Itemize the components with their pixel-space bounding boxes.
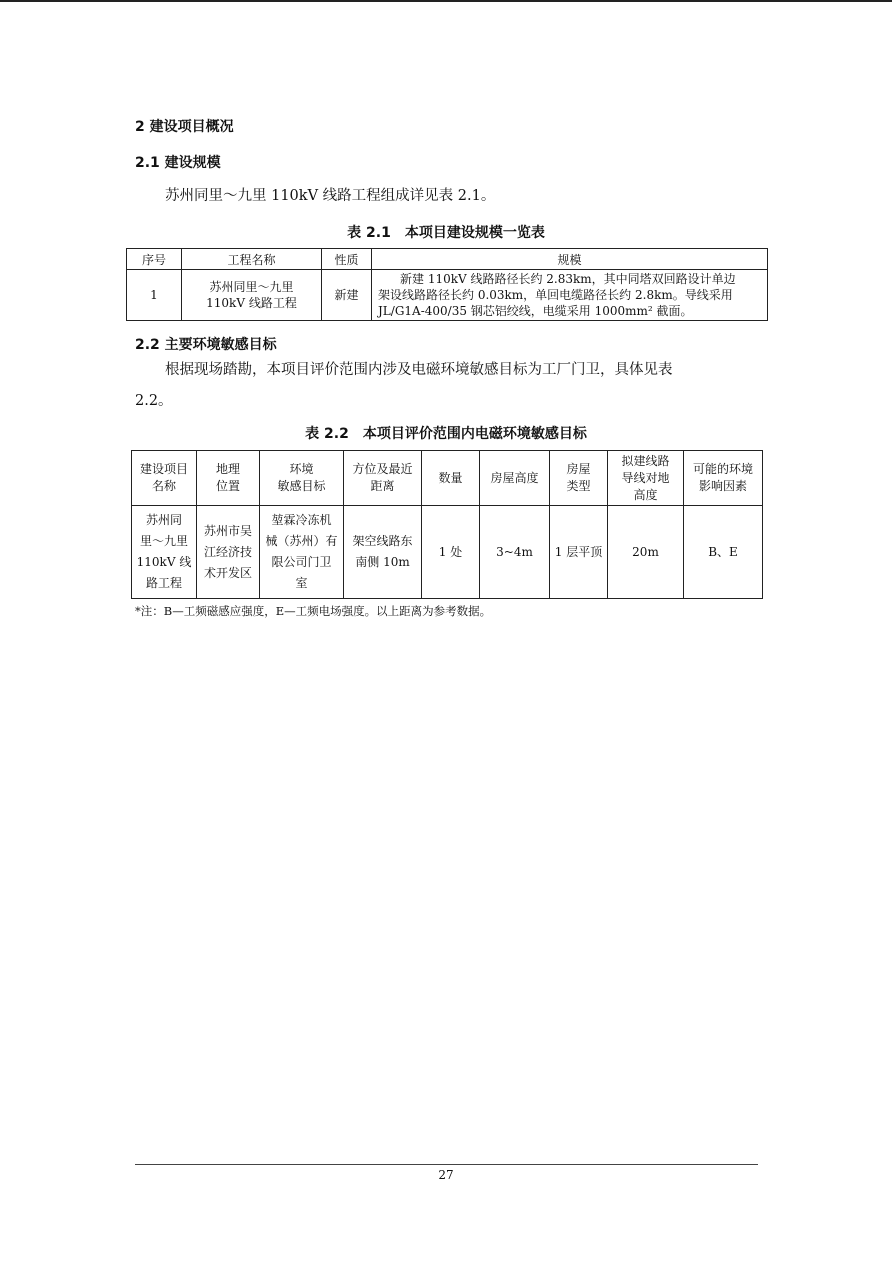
- location-cell: 苏州市吴 江经济技 术开发区: [197, 506, 260, 599]
- target-cell: 堃霖冷冻机 械（苏州）有 限公司门卫 室: [260, 506, 344, 599]
- table-note: *注：B—工频磁感应强度，E—工频电场强度。以上距离为参考数据。: [135, 604, 492, 618]
- project-name-line: 110kV 线路工程: [206, 296, 297, 310]
- count-cell: 1 处: [422, 506, 480, 599]
- scale-line: JL/G1A-400/35 钢芯铝绞线，电缆采用 1000mm² 截面。: [378, 304, 693, 318]
- header-cell: 环境 敏感目标: [260, 451, 344, 506]
- table-row: [127, 270, 768, 321]
- table-2-1-caption: 表 2.1 本项目建设规模一览表: [347, 225, 545, 241]
- header-cell: 序号: [127, 249, 182, 270]
- header-cell: 拟建线路 导线对地 高度: [608, 451, 684, 506]
- header-cell: 可能的环境 影响因素: [684, 451, 763, 506]
- header-cell: 房屋高度: [480, 451, 550, 506]
- table-row: [132, 506, 763, 599]
- paragraph-line: 2.2。: [135, 393, 173, 409]
- scale-cell: [372, 270, 768, 321]
- row-number: 1: [127, 270, 182, 321]
- project-name-line: 苏州同里～九里: [209, 280, 294, 294]
- subsection-heading-2-1: 2.1 建设规模: [135, 155, 221, 171]
- table-2-2: [131, 450, 763, 599]
- paragraph-line: 根据现场踏勘，本项目评价范围内涉及电磁环境敏感目标为工厂门卫，具体见表: [165, 362, 673, 378]
- type-cell: 1 层平顶: [550, 506, 608, 599]
- subsection-heading-2-2: 2.2 主要环境敏感目标: [135, 337, 277, 353]
- nature-cell: 新建: [322, 270, 372, 321]
- project-name-cell: [182, 270, 322, 321]
- height-cell: 3~4m: [480, 506, 550, 599]
- project-cell: 苏州同 里～九里 110kV 线 路工程: [132, 506, 197, 599]
- factors-cell: B、E: [684, 506, 763, 599]
- header-cell: 数量: [422, 451, 480, 506]
- page-number: 27: [438, 1168, 454, 1182]
- table-header-row: [127, 249, 768, 270]
- section-heading: 2 建设项目概况: [135, 119, 234, 135]
- header-cell: 规模: [372, 249, 768, 270]
- scale-line: 架设线路路径长约 0.03km，单回电缆路径长约 2.8km。导线采用: [378, 288, 733, 302]
- table-header-row: [132, 451, 763, 506]
- direction-cell: 架空线路东 南侧 10m: [344, 506, 422, 599]
- header-cell: 地理 位置: [197, 451, 260, 506]
- header-cell: 方位及最近 距离: [344, 451, 422, 506]
- scale-line: 新建 110kV 线路路径长约 2.83km，其中同塔双回路设计单边: [400, 272, 736, 286]
- table-2-2-caption: 表 2.2 本项目评价范围内电磁环境敏感目标: [305, 426, 587, 442]
- line-height-cell: 20m: [608, 506, 684, 599]
- intro-paragraph: 苏州同里～九里 110kV 线路工程组成详见表 2.1。: [165, 188, 496, 204]
- header-cell: 房屋 类型: [550, 451, 608, 506]
- footer-divider: [135, 1164, 758, 1165]
- header-cell: 性质: [322, 249, 372, 270]
- header-cell: 工程名称: [182, 249, 322, 270]
- table-2-1: [126, 248, 768, 321]
- page-top-border: [0, 0, 892, 2]
- header-cell: 建设项目 名称: [132, 451, 197, 506]
